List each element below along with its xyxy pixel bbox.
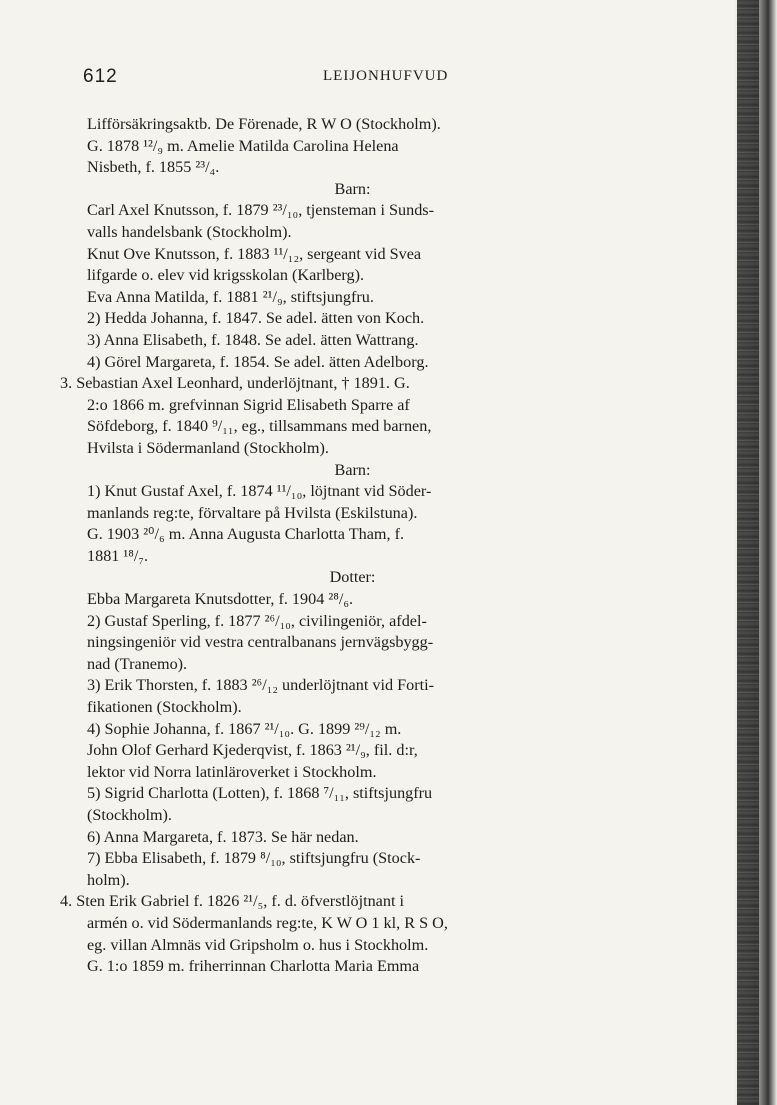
text-line: 2) Hedda Johanna, f. 1847. Se adel. ätten von Koch. bbox=[87, 309, 425, 328]
text-line: valls handelsbank (Stockholm). bbox=[87, 222, 292, 241]
text-line: 3) Erik Thorsten, f. 1883 ²⁶/₁₂ underlöjtnant vid Forti- bbox=[87, 676, 434, 695]
text-line: 4) Görel Margareta, f. 1854. Se adel. ätten Adelborg. bbox=[87, 352, 429, 371]
text-line: 2) Gustaf Sperling, f. 1877 ²⁶/₁₀, civilingeniör, afdel- bbox=[87, 611, 427, 630]
text-line: 2:o 1866 m. grefvinnan Sigrid Elisabeth Sparre af bbox=[87, 395, 410, 414]
text-line: 4. Sten Erik Gabriel f. 1826 ²¹/₅, f. d. öfverstlöjtnant i bbox=[60, 892, 404, 911]
text-line: Eva Anna Matilda, f. 1881 ²¹/₉, stiftsjungfru. bbox=[87, 287, 374, 306]
text-line: nad (Tranemo). bbox=[87, 654, 188, 673]
text-line: 3) Anna Elisabeth, f. 1848. Se adel. ätten Wattrang. bbox=[87, 330, 419, 349]
text-line: 3. Sebastian Axel Leonhard, underlöjtnant, † 1891. G. bbox=[60, 374, 410, 393]
text-line: ningsingeniör vid vestra centralbanans jernvägsbygg- bbox=[87, 633, 434, 652]
running-head: LEIJONHUFVUD bbox=[323, 68, 449, 84]
text-line: 4) Sophie Johanna, f. 1867 ²¹/₁₀. G. 1899 ²⁹/₁₂ m. bbox=[87, 719, 402, 738]
text-line: Hvilsta i Södermanland (Stockholm). bbox=[87, 438, 329, 457]
text-line: fikationen (Stockholm). bbox=[87, 698, 242, 717]
text-line: Dotter: bbox=[329, 568, 376, 587]
text-line: 1) Knut Gustaf Axel, f. 1874 ¹¹/₁₀, löjtnant vid Söder- bbox=[87, 482, 432, 501]
text-line: Nisbeth, f. 1855 ²³/₄. bbox=[87, 158, 220, 177]
text-line: Söfdeborg, f. 1840 ⁹/₁₁, eg., tillsammans med barnen, bbox=[87, 417, 432, 436]
text-line: Knut Ove Knutsson, f. 1883 ¹¹/₁₂, sergeant vid Svea bbox=[87, 244, 422, 263]
text-line: holm). bbox=[87, 870, 130, 889]
text-line: Barn: bbox=[334, 179, 371, 198]
text-line: 6) Anna Margareta, f. 1873. Se här nedan. bbox=[87, 827, 359, 846]
text-line: lifgarde o. elev vid krigsskolan (Karlberg). bbox=[87, 266, 365, 285]
text-line: eg. villan Almnäs vid Gripsholm o. hus i Stockholm. bbox=[87, 935, 429, 954]
text-line: lektor vid Norra latinläroverket i Stockholm. bbox=[87, 762, 377, 781]
genealogy-text bbox=[60, 114, 645, 978]
text-line: 7) Ebba Elisabeth, f. 1879 ⁸/₁₀, stiftsjungfru (Stock- bbox=[87, 849, 421, 868]
text-line: 5) Sigrid Charlotta (Lotten), f. 1868 ⁷/₁₁, stiftsjungfru bbox=[87, 784, 433, 803]
text-line: Ebba Margareta Knutsdotter, f. 1904 ²⁸/₆. bbox=[87, 590, 354, 609]
text-line: G. 1:o 1859 m. friherrinnan Charlotta Maria Emma bbox=[87, 957, 420, 976]
page-header bbox=[83, 66, 643, 92]
book-spine-edge bbox=[737, 0, 759, 1105]
text-line: Carl Axel Knutsson, f. 1879 ²³/₁₀, tjensteman i Sunds- bbox=[87, 201, 434, 220]
text-line: Barn: bbox=[334, 460, 371, 479]
text-line: G. 1903 ²⁰/₆ m. Anna Augusta Charlotta Tham, f. bbox=[87, 525, 405, 544]
page-edge-shadow bbox=[667, 0, 777, 1105]
text-line: manlands reg:te, förvaltare på Hvilsta (Eskilstuna). bbox=[87, 503, 418, 522]
text-line: G. 1878 ¹²/₉ m. Amelie Matilda Carolina Helena bbox=[87, 136, 399, 155]
text-line: John Olof Gerhard Kjederqvist, f. 1863 ²¹/₉, fil. d:r, bbox=[87, 741, 418, 760]
text-line: armén o. vid Södermanlands reg:te, K W O 1 kl, R S O, bbox=[87, 913, 448, 932]
text-line: (Stockholm). bbox=[87, 806, 172, 824]
page-number: 612 bbox=[83, 66, 118, 87]
text-line: 1881 ¹⁸/₇. bbox=[87, 546, 149, 565]
text-line: Lifförsäkringsaktb. De Förenade, R W O (Stockholm). bbox=[87, 115, 441, 133]
